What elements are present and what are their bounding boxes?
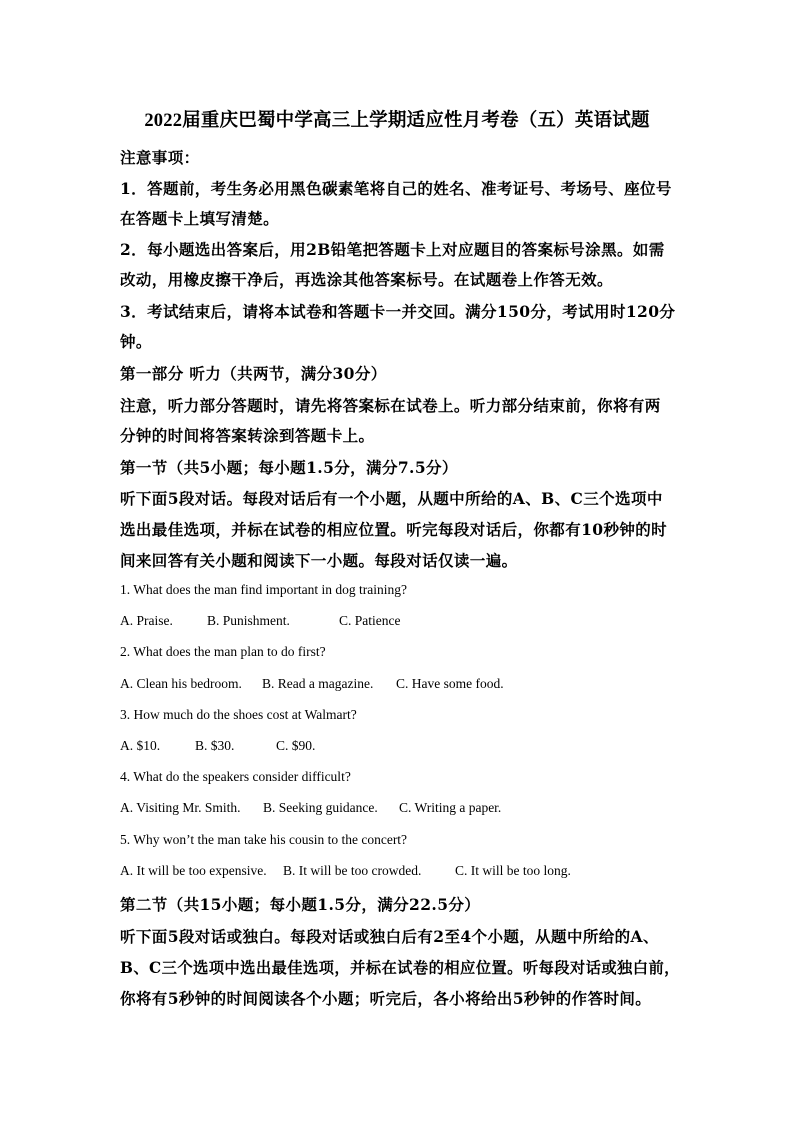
option-a: A. $10. bbox=[120, 738, 161, 753]
section1-instr-line3: 间来回答有关小题和阅读下一小题。每段对话仅读一遍。 bbox=[120, 551, 518, 570]
question-3: 3. How much do the shoes cost at Walmart? bbox=[120, 707, 357, 722]
question-2-options bbox=[120, 676, 504, 692]
notice-1-line1: 1．答题前，考生务必用黑色碳素笔将自己的姓名、准考证号、考场号、座位号 bbox=[120, 179, 672, 198]
part1-note-line2: 分钟的时间将答案转涂到答题卡上。 bbox=[120, 426, 375, 445]
question-5-options bbox=[120, 863, 571, 879]
notice-2-line1: 2．每小题选出答案后，用2B铅笔把答题卡上对应题目的答案标号涂黑。如需 bbox=[120, 240, 665, 259]
question-3-options bbox=[120, 738, 315, 754]
notice-heading: 注意事项： bbox=[120, 148, 200, 167]
question-1: 1. What does the man find important in dog training? bbox=[120, 582, 407, 597]
section1-instr-line2: 选出最佳选项，并标在试卷的相应位置。听完每段对话后，你都有10秒钟的时 bbox=[120, 520, 668, 539]
section2-instr-line2: B、C三个选项中选出最佳选项，并标在试卷的相应位置。听每段对话或独白前， bbox=[120, 958, 680, 977]
section2-instr-line3: 你将有5秒钟的时间阅读各个小题；听完后，各小将给出5秒钟的作答时间。 bbox=[120, 989, 652, 1008]
option-c: C. $90. bbox=[276, 738, 316, 753]
question-2: 2. What does the man plan to do first? bbox=[120, 644, 326, 659]
option-a: A. Clean his bedroom. bbox=[120, 676, 242, 691]
option-a: A. It will be too expensive. bbox=[120, 863, 267, 878]
notice-3-line2: 钟。 bbox=[120, 332, 152, 351]
option-c: C. It will be too long. bbox=[455, 863, 571, 878]
part1-heading: 第一部分 听力（共两节，满分30分） bbox=[120, 364, 387, 383]
section1-heading: 第一节（共5小题；每小题1.5分，满分7.5分） bbox=[120, 458, 458, 477]
option-c: C. Have some food. bbox=[396, 676, 504, 691]
option-a: A. Visiting Mr. Smith. bbox=[120, 800, 241, 815]
section2-heading: 第二节（共15小题；每小题1.5分，满分22.5分） bbox=[120, 895, 481, 914]
question-5: 5. Why won’t the man take his cousin to the concert? bbox=[120, 832, 408, 847]
option-a: A. Praise. bbox=[120, 613, 173, 628]
question-4-options bbox=[120, 800, 501, 816]
notice-1-line2: 在答题卡上填写清楚。 bbox=[120, 209, 280, 228]
page-title: 2022届重庆巴蜀中学高三上学期适应性月考卷（五）英语试题 bbox=[144, 111, 650, 131]
option-b: B. Seeking guidance. bbox=[263, 800, 378, 815]
option-b: B. Punishment. bbox=[207, 613, 290, 628]
notice-3-line1: 3．考试结束后，请将本试卷和答题卡一并交回。满分150分，考试用时120分 bbox=[120, 302, 676, 321]
question-4: 4. What do the speakers consider difficult? bbox=[120, 769, 351, 784]
option-c: C. Writing a paper. bbox=[399, 800, 502, 815]
question-1-options bbox=[120, 613, 400, 629]
option-b: B. It will be too crowded. bbox=[283, 863, 422, 878]
part1-note-line1: 注意，听力部分答题时，请先将答案标在试卷上。听力部分结束前，你将有两 bbox=[120, 396, 661, 415]
section2-instr-line1: 听下面5段对话或独白。每段对话或独白后有2至4个小题，从题中所给的A、 bbox=[120, 927, 659, 946]
notice-2-line2: 改动，用橡皮擦干净后，再选涂其他答案标号。在试题卷上作答无效。 bbox=[120, 270, 613, 289]
section1-instr-line1: 听下面5段对话。每段对话后有一个小题，从题中所给的A、B、C三个选项中 bbox=[120, 489, 663, 508]
option-b: B. Read a magazine. bbox=[262, 676, 374, 691]
option-c: C. Patience bbox=[339, 613, 401, 628]
option-b: B. $30. bbox=[195, 738, 235, 753]
